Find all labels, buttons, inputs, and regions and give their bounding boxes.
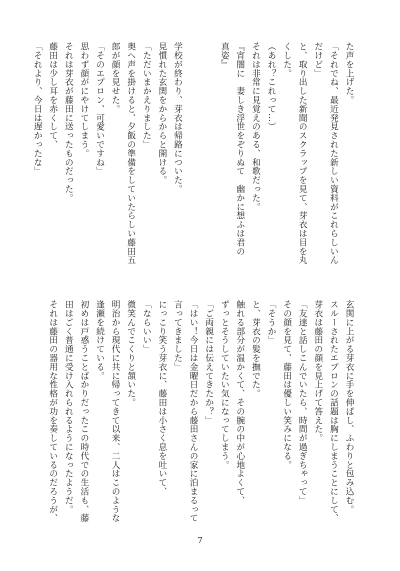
text-line: 言ってきました」 (172, 300, 183, 372)
text-line: 「はい！今日は金曜日だから藤田さんの家に泊まるって (188, 300, 199, 523)
text-line: 「それより、今日は遅かったな」 (32, 42, 43, 176)
text-line: 藤田は少し耳を赤くして、 (47, 42, 58, 149)
text-line: た声を上げた。 (344, 42, 354, 105)
text-line: 玄関に上がる芽衣に手を伸ばし、ふわりと包み込む。 (344, 300, 354, 514)
text-line: 初めは戸惑うことばかりだったこの時代での生活も、藤 (78, 300, 89, 523)
text-block-top (32, 42, 356, 272)
text-line: 奥へ声を掛けると、夕飯の準備をしていたらしい藤田五 (125, 42, 136, 265)
text-line: （あれ？これって…） (266, 42, 277, 131)
text-line: 芽衣は藤田の顔を見上げて答えた。 (312, 300, 323, 443)
text-line: スルーされたエプロンの話題は胸にしまうことにして、 (328, 300, 339, 523)
text-line: 『宵闇に 妻しき浮世をぞりぬて 幽かに想ふは君の (234, 42, 245, 256)
text-line (184, 42, 200, 272)
text-line: 「ただいまかえりました」 (141, 42, 152, 149)
text-line: 逢瀬を続けている。 (94, 300, 105, 381)
text-line: その顔を見て、藤田は優しい笑みになる。 (281, 300, 292, 470)
text-line: 「それでね、最近発見された新しい資料がこれらしいん (328, 42, 339, 265)
text-line: 「そのエプロン、可愛いですね」 (94, 42, 105, 176)
text-line: それは藤田の器用な性格が功を奏しているのだろうが、 (47, 300, 58, 523)
text-line: 真姿』 (219, 42, 230, 69)
text-line: だけど」 (312, 42, 323, 78)
text-line: 田はごく普通に受け入れられるようになったようだ。 (63, 300, 74, 514)
text-line (200, 42, 216, 272)
text-line: 「そうか」 (266, 300, 277, 345)
text-block-bottom (38, 300, 356, 530)
text-line: と、取り出した新聞のスクラップを見て、芽衣は目を丸 (297, 42, 308, 265)
text-line: 「友達と話しこんでいたら、時間が過ぎちゃって」 (297, 300, 308, 505)
text-line: 微笑んでこくりと頷いた。 (125, 300, 136, 407)
page-number: 7 (197, 536, 203, 545)
text-line: 「ならいい」 (141, 300, 152, 354)
text-line: 触れる部分が温かくて、その腕の中が心地よくて、 (234, 300, 245, 505)
text-line: それは非常に見覚えのある、和歌だった。 (250, 42, 261, 212)
text-line: 郎が顔を見せた。 (110, 42, 121, 114)
text-line: にっこり笑う芽衣に、藤田は小さく息を吐いて、 (156, 300, 167, 496)
text-line: と、芽衣の髪を撫でた。 (250, 300, 261, 398)
text-line: 見慣れた玄関をからからと開ける。 (156, 42, 167, 185)
text-line: 学校が終わり、芽衣は帰路についた。 (172, 42, 183, 194)
text-line: ずっとそうしていたい気になってしまう。 (219, 300, 230, 470)
text-line: 「ご両親には伝えてきたか？」 (203, 300, 214, 425)
text-line: それは芽衣が藤田に送ったものだった。 (63, 42, 74, 203)
text-line: くした。 (281, 42, 292, 78)
text-line: 思わず顔がにやけてしまう。 (78, 42, 89, 158)
text-line: 明治から現代に共に帰ってきて以来、二人はこのような (110, 300, 121, 523)
